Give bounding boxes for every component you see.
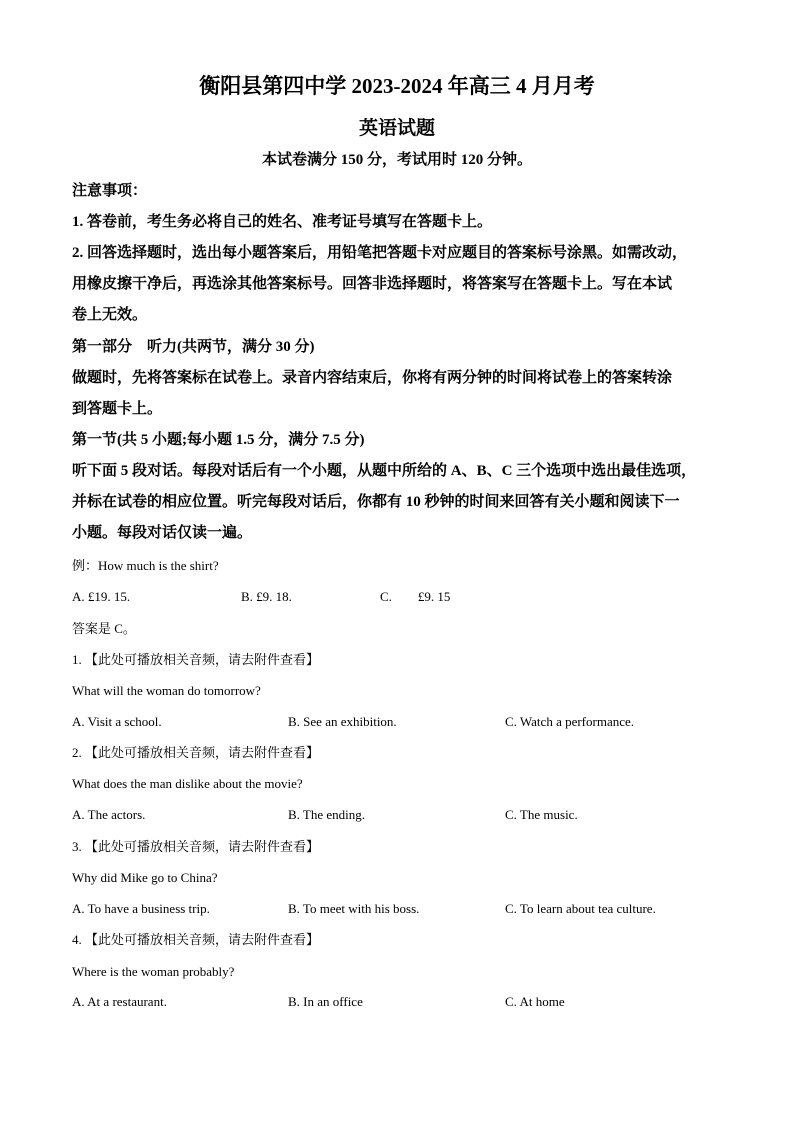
question-2-option-a: A. The actors. xyxy=(72,807,146,822)
question-3-option-a: A. To have a business trip. xyxy=(72,901,210,916)
section1-instruction-line-1: 听下面 5 段对话。每段对话后有一个小题，从题中所给的 A、B、C 三个选项中选出最佳选项， xyxy=(72,463,697,479)
question-3-option-c: C. To learn about tea culture. xyxy=(505,901,656,916)
question-1-option-b: B. See an exhibition. xyxy=(288,714,397,729)
part1-instruction-line-2: 到答题卡上。 xyxy=(72,401,163,417)
exam-subject: 英语试题 xyxy=(358,118,435,139)
example-option-a: A. £19. 15. xyxy=(72,589,131,604)
question-4-audio-link[interactable]: 4. 【此处可播放相关音频，请去附件查看】 xyxy=(72,932,320,947)
question-4-option-b: B. In an office xyxy=(288,994,363,1009)
question-2-audio-link[interactable]: 2. 【此处可播放相关音频，请去附件查看】 xyxy=(72,745,320,760)
notice-item-2-line-3: 卷上无效。 xyxy=(72,307,148,323)
notice-item-1: 1. 答卷前，考生务必将自己的姓名、准考证号填写在答题卡上。 xyxy=(72,214,493,230)
exam-title: 衡阳县第四中学 2023-2024 年高三 4 月月考 xyxy=(199,74,595,98)
question-4-option-c: C. At home xyxy=(505,994,565,1009)
notice-item-2-line-1: 2. 回答选择题时，选出每小题答案后，用铅笔把答题卡对应题目的答案标号涂黑。如需改动， xyxy=(72,245,688,261)
exam-info: 本试卷满分 150 分，考试用时 120 分钟。 xyxy=(261,152,532,168)
question-1-audio-link[interactable]: 1. 【此处可播放相关音频，请去附件查看】 xyxy=(72,652,320,667)
notice-heading: 注意事项： xyxy=(72,183,148,199)
example-answer: 答案是 C。 xyxy=(72,621,136,636)
part1-instruction-line-1: 做题时，先将答案标在试卷上。录音内容结束后，你将有两分钟的时间将试卷上的答案转涂 xyxy=(72,370,673,386)
section1-instruction-line-3: 小题。每段对话仅读一遍。 xyxy=(72,525,253,541)
question-3-option-b: B. To meet with his boss. xyxy=(288,901,420,916)
section1-instruction-line-2: 并标在试卷的相应位置。听完每段对话后，你都有 10 秒钟的时间来回答有关小题和阅读下一 xyxy=(72,494,680,510)
question-1-option-c: C. Watch a performance. xyxy=(505,714,635,729)
question-1-option-a: A. Visit a school. xyxy=(72,714,162,729)
part1-heading: 第一部分 听力(共两节，满分 30 分) xyxy=(72,339,315,355)
question-2-option-c: C. The music. xyxy=(505,807,578,822)
example-option-c: C. £9. 15 xyxy=(380,589,451,604)
question-2-option-b: B. The ending. xyxy=(288,807,366,822)
notice-item-2-line-2: 用橡皮擦干净后，再选涂其他答案标号。回答非选择题时，将答案写在答题卡上。写在本试 xyxy=(72,276,673,292)
section1-heading: 第一节(共 5 小题;每小题 1.5 分，满分 7.5 分) xyxy=(72,432,365,448)
question-4-text: Where is the woman probably? xyxy=(72,964,235,979)
question-4-option-a: A. At a restaurant. xyxy=(72,994,167,1009)
question-3-audio-link[interactable]: 3. 【此处可播放相关音频，请去附件查看】 xyxy=(72,839,320,854)
example-option-b: B. £9. 18. xyxy=(241,589,292,604)
question-2-text: What does the man dislike about the movie? xyxy=(72,776,303,791)
example-question: 例：How much is the shirt? xyxy=(72,558,219,573)
question-1-text: What will the woman do tomorrow? xyxy=(72,683,261,698)
question-3-text: Why did Mike go to China? xyxy=(72,870,218,885)
